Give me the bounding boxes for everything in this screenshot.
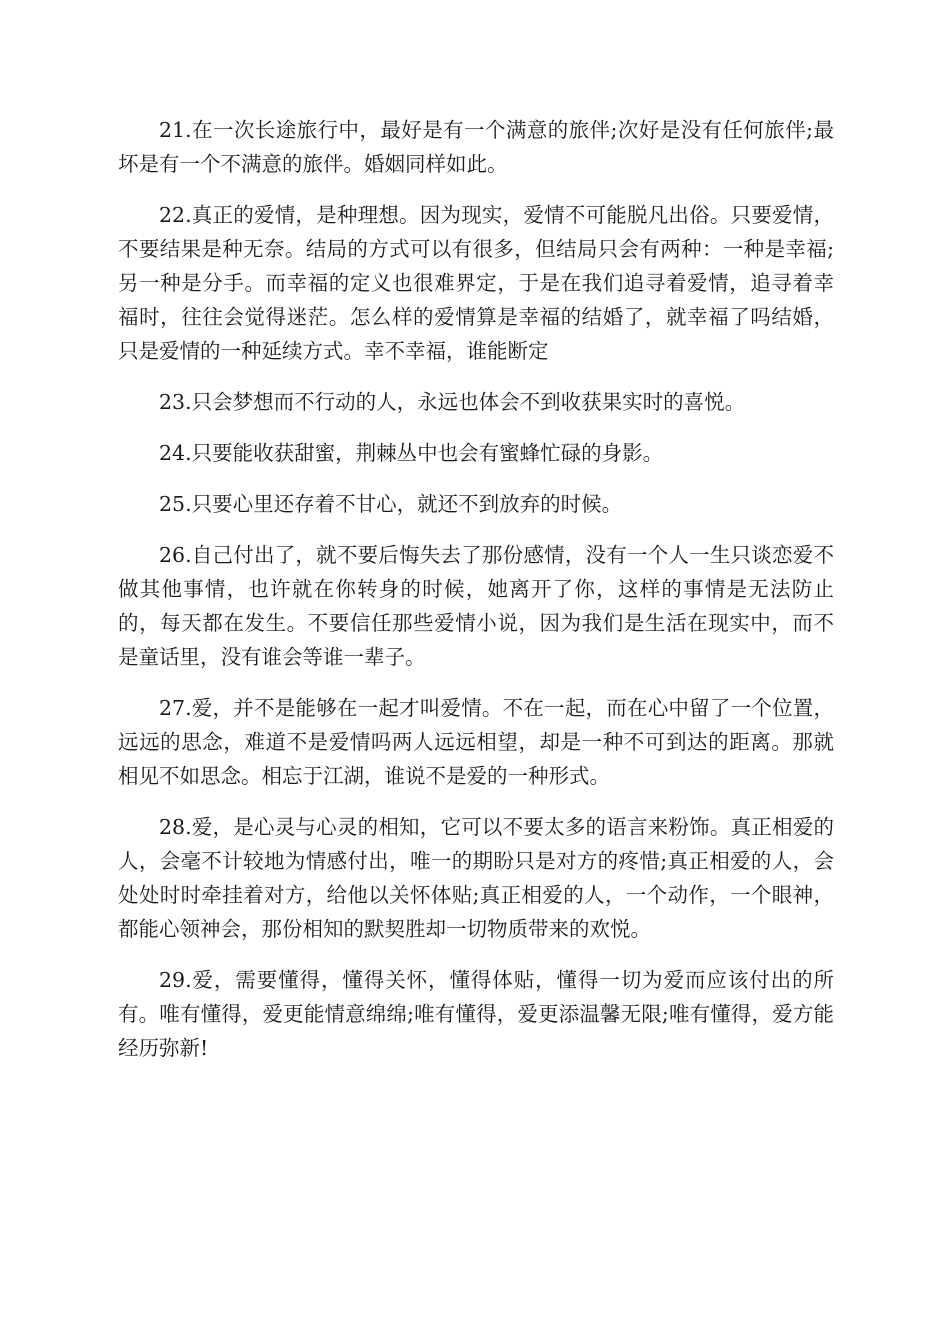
paragraph-24: 24.只要能收获甜蜜，荆棘丛中也会有蜜蜂忙碌的身影。	[159, 441, 664, 465]
paragraph-29: 29.爱，需要懂得，懂得关怀，懂得体贴，懂得一切为爱而应该付出的所有。唯有懂得，爱更能情意绵绵;唯有懂得，爱更添温馨无限;唯有懂得，爱方能经历弥新!	[118, 968, 834, 1060]
paragraph-25: 25.只要心里还存着不甘心，就还不到放弃的时候。	[159, 492, 623, 516]
paragraph-23: 23.只会梦想而不行动的人，永远也体会不到收获果实时的喜悦。	[159, 390, 746, 414]
paragraph-22: 22.真正的爱情，是种理想。因为现实，爱情不可能脱凡出俗。只要爱情，不要结果是种无奈。结局的方式可以有很多，但结局只会有两种：一种是幸福;另一种是分手。而幸福的定义也很难界定，于是在我们追寻着爱情，追寻着幸福时，往往会觉得迷茫。怎么样的爱情算是幸福的结婚了，就幸福了吗结婚，只是爱情的一种延续方式。幸不幸福，谁能断定	[118, 203, 834, 363]
paragraph-28: 28.爱，是心灵与心灵的相知，它可以不要太多的语言来粉饰。真正相爱的人，会毫不计较地为情感付出，唯一的期盼只是对方的疼惜;真正相爱的人，会处处时时牵挂着对方，给他以关怀体贴;真正相爱的人，一个动作，一个眼神，都能心领神会，那份相知的默契胜却一切物质带来的欢悦。	[118, 815, 834, 941]
paragraph-26: 26.自己付出了，就不要后悔失去了那份感情，没有一个人一生只谈恋爱不做其他事情，也许就在你转身的时候，她离开了你，这样的事情是无法防止的，每天都在发生。不要信任那些爱情小说，因为我们是生活在现实中，而不是童话里，没有谁会等谁一辈子。	[118, 543, 834, 669]
paragraph-21: 21.在一次长途旅行中，最好是有一个满意的旅伴;次好是没有任何旅伴;最坏是有一个不满意的旅伴。婚姻同样如此。	[118, 118, 834, 176]
paragraph-27: 27.爱，并不是能够在一起才叫爱情。不在一起，而在心中留了一个位置，远远的思念，难道不是爱情吗两人远远相望，却是一种不可到达的距离。那就相见不如思念。相忘于江湖，谁说不是爱的一种形式。	[118, 696, 834, 788]
document-page	[118, 113, 834, 1082]
